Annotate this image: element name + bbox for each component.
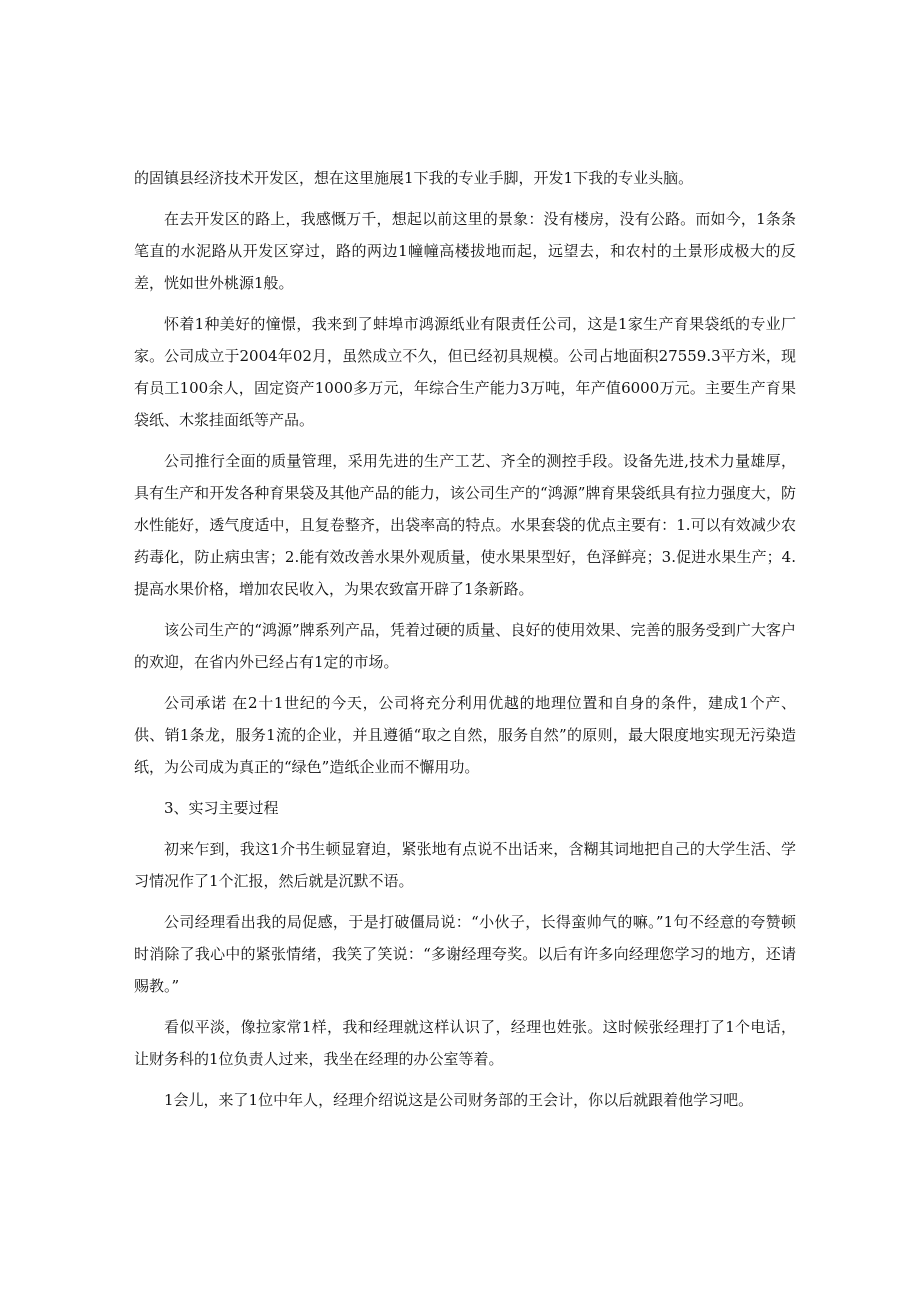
paragraph-first-arrival: 初来乍到，我这1介书生顿显窘迫，紧张地有点说不出话来，含糊其词地把自己的大学生活、学习情况作了1个汇报，然后就是沉默不语。 [134,840,796,890]
paragraph-continuation: 的固镇县经济技术开发区，想在这里施展1下我的专业手脚，开发1下我的专业头脑。 [134,169,694,187]
paragraph-meeting-manager: 看似平淡，像拉家常1样，我和经理就这样认识了，经理也姓张。这时候张经理打了1个电话，让财务科的1位负责人过来，我坐在经理的办公室等着。 [134,1018,796,1068]
document-body [134,162,796,1116]
paragraph-company-intro: 怀着1种美好的憧憬，我来到了蚌埠市鸿源纸业有限责任公司，这是1家生产育果袋纸的专业厂家。公司成立于2004年02月，虽然成立不久，但已经初具规模。公司占地面积27559.3平方米，现有员工100余人，固定资产1000多万元，年综合生产能力3万吨，年产值6000万元。主要生产育果袋纸、木浆挂面纸等产品。 [134,315,796,429]
paragraph-products-market: 该公司生产的“鸿源”牌系列产品，凭着过硬的质量、良好的使用效果、完善的服务受到广大客户的欢迎，在省内外已经占有1定的市场。 [134,621,796,671]
paragraph-manager-talk: 公司经理看出我的局促感，于是打破僵局说：“小伙子，长得蛮帅气的嘛。”1句不经意的夸赞顿时消除了我心中的紧张情绪，我笑了笑说：“多谢经理夸奖。以后有许多向经理您学习的地方，还请赐教。” [134,913,796,995]
paragraph-company-promise: 公司承诺 在2十1世纪的今天，公司将充分利用优越的地理位置和自身的条件，建成1个产、供、销1条龙，服务1流的企业，并且遵循“取之自然，服务自然”的原则，最大限度地实现无污染造纸，为公司成为真正的“绿色”造纸企业而不懈用功。 [134,694,796,776]
section-heading: 3、实习主要过程 [164,799,279,817]
paragraph-meet-accountant: 1会儿，来了1位中年人，经理介绍说这是公司财务部的王会计，你以后就跟着他学习吧。 [164,1091,754,1109]
paragraph-road-to-zone: 在去开发区的路上，我感慨万千，想起以前这里的景象：没有楼房，没有公路。而如今，1条条笔直的水泥路从开发区穿过，路的两边1幢幢高楼拔地而起，远望去，和农村的土景形成极大的反差，恍如世外桃源1般。 [134,210,796,292]
paragraph-quality-management: 公司推行全面的质量管理，采用先进的生产工艺、齐全的测控手段。设备先进,技术力量雄厚，具有生产和开发各种育果袋及其他产品的能力，该公司生产的“鸿源”牌育果袋纸具有拉力强度大，防水性能好，透气度适中，且复卷整齐，出袋率高的特点。水果套袋的优点主要有：1.可以有效减少农药毒化，防止病虫害；2.能有效改善水果外观质量，使水果果型好，色泽鲜亮；3.促进水果生产；4.提高水果价格，增加农民收入，为果农致富开辟了1条新路。 [134,452,796,598]
